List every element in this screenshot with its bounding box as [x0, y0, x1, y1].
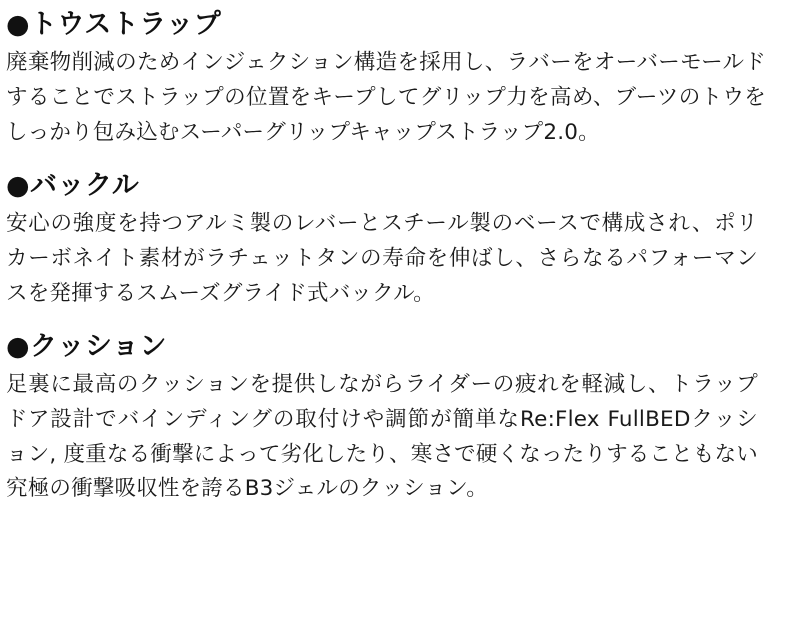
section-heading-toe-strap: ●トウストラップ	[6, 9, 222, 40]
section-buckle	[6, 167, 782, 312]
section-body-buckle: 安心の強度を持つアルミ製のレバーとスチール製のベースで構成され、ポリカーボネイト素材がラチェットタンの寿命を伸ばし、さらなるパフォーマンスを発揮するスムーズグライド式バックル。	[6, 211, 758, 306]
section-heading-cushion: ●クッション	[6, 330, 168, 362]
section-body-toe-strap: 廃棄物削減のためインジェクション構造を採用し、ラバーをオーバーモールドすることでストラップの位置をキープしてグリップ力を高め、ブーツのトウをしっかり包み込むスーパーグリップキャップストラップ2.0。	[6, 50, 766, 145]
section-cushion	[6, 328, 782, 508]
section-heading-buckle: ●バックル	[6, 169, 140, 201]
section-toe-strap	[6, 6, 782, 151]
section-body-cushion: 足裏に最高のクッションを提供しながらライダーの疲れを軽減し、トラップドア設計でバインディングの取付けや調節が簡単なRe:Flex FullBEDクッション, 度重なる衝撃によって劣化したり、寒さで硬くなったりすることもない究極の衝撃吸収性を誇るB3ジェルのクッション。	[6, 371, 758, 502]
